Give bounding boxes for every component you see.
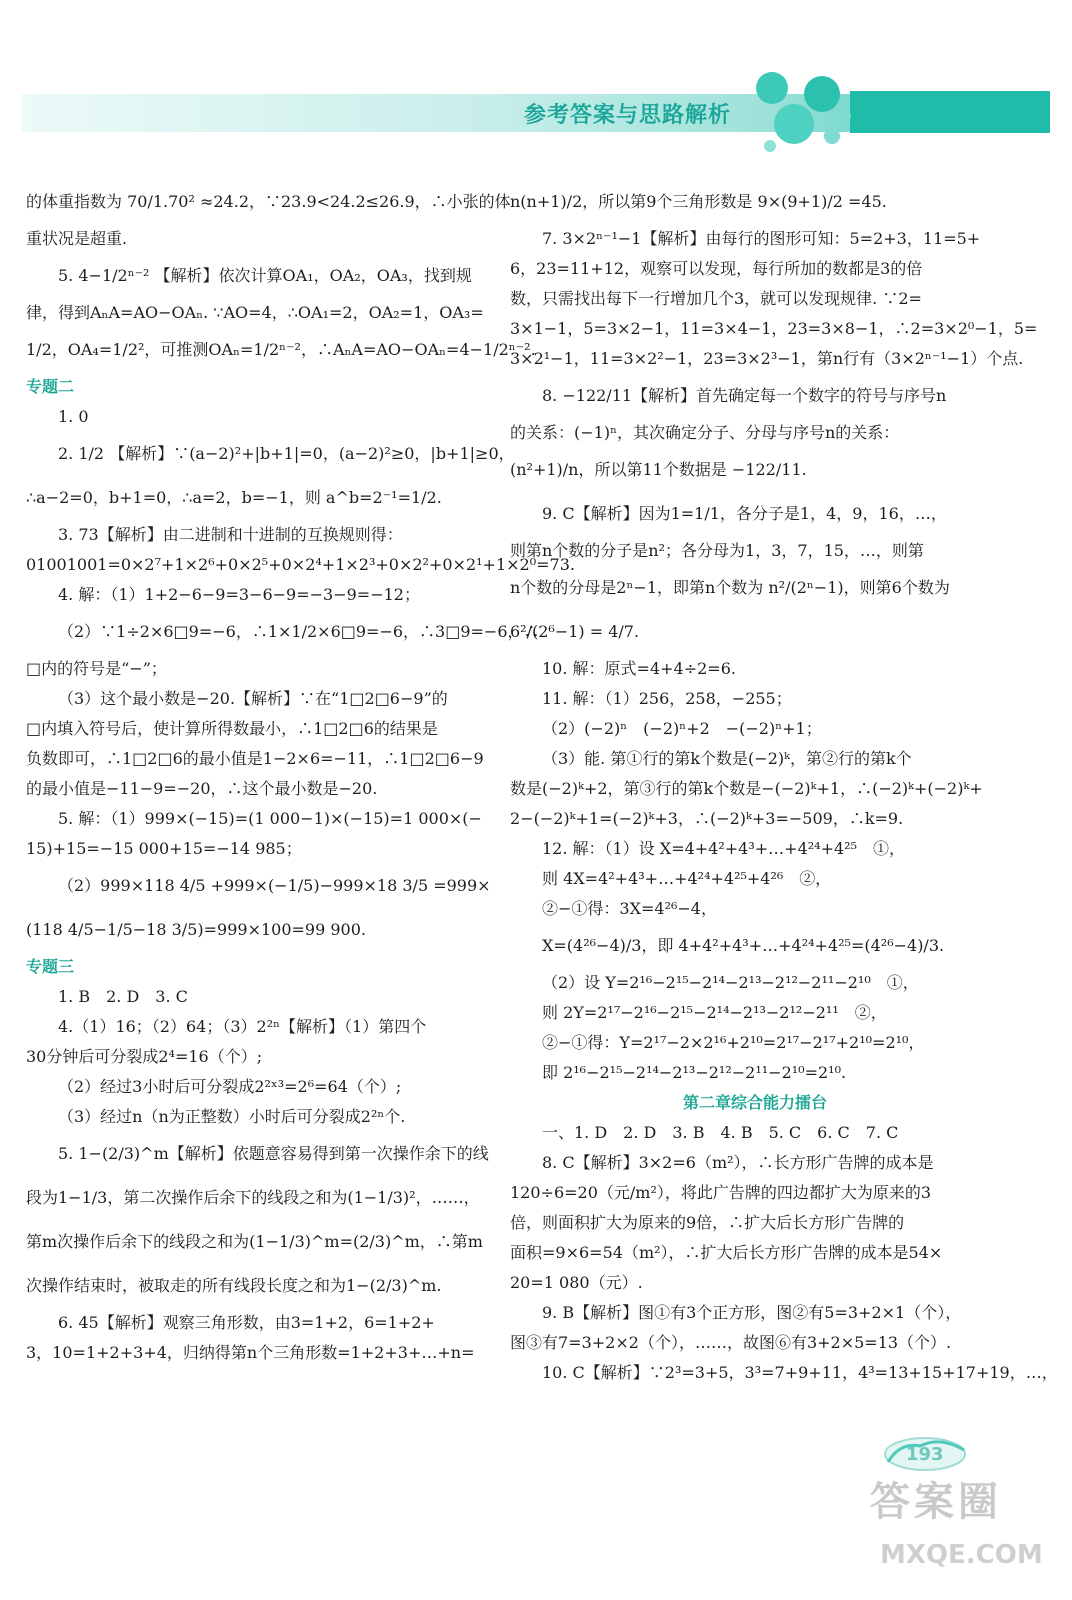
text-line: 次操作结束时，被取走的所有线段长度之和为1−(2/3)^m. <box>26 1276 442 1295</box>
text-line: ②−①得：3X=4²⁶−4， <box>542 899 717 918</box>
text-line: 倍，则面积扩大为原来的9倍，∴扩大后长方形广告牌的 <box>510 1213 905 1232</box>
header-accent-block <box>850 91 1050 133</box>
text-line: （2）经过3小时后可分裂成2²ˣ³=2⁶=64（个）; <box>58 1077 402 1096</box>
text-line: 9. B【解析】图①有3个正方形，图②有5=3+2×1（个）， <box>542 1303 962 1322</box>
text-line: 图③有7=3+2×2（个），……，故图⑥有3+2×5=13（个）. <box>510 1333 952 1352</box>
text-line: 15)+15=−15 000+15=−14 985； <box>26 839 302 858</box>
text-line: 11. 解：（1）256，258，−255； <box>542 689 792 708</box>
text-line: 6²/(2⁶−1) = 4/7. <box>510 622 640 641</box>
text-line: 则第n个数的分子是n²；各分母为1，3，7，15，…，则第 <box>510 541 924 560</box>
text-line: 1/2，OA₄=1/2²，可推测OAₙ=1/2ⁿ⁻²，∴AₙA=AO−OAₙ=4−1/2ⁿ⁻². <box>26 340 536 359</box>
text-line: 10. C【解析】∵2³=3+5，3³=7+9+11，4³=13+15+17+19，…， <box>542 1363 1058 1382</box>
text-line: 01001001=0×2⁷+1×2⁶+0×2⁵+0×2⁴+1×2³+0×2²+0×2¹+1×2⁰=73. <box>26 555 575 574</box>
text-line: 段为1−1/3，第二次操作后余下的线段之和为(1−1/3)²，……， <box>26 1188 480 1207</box>
text-line: （2）设 Y=2¹⁶−2¹⁵−2¹⁴−2¹³−2¹²−2¹¹−2¹⁰ ①， <box>542 973 919 992</box>
text-line: 4. 解：（1）1+2−6−9=3−6−9=−3−9=−12； <box>58 585 420 604</box>
text-line: □内填入符号后，使计算所得数最小，∴1□2□6的结果是 <box>26 719 438 738</box>
watermark-url: MXQE.COM <box>880 1540 1043 1570</box>
text-line: n个数的分母是2ⁿ−1，即第n个数为 n²/(2ⁿ−1)，则第6个数为 <box>510 578 950 597</box>
text-line: 重状况是超重. <box>26 229 128 248</box>
text-line: 3，10=1+2+3+4，归纳得第n个三角形数=1+2+3+…+n= <box>26 1343 475 1362</box>
text-line: （3）能. 第①行的第k个数是(−2)ᵏ，第②行的第k个 <box>542 749 912 768</box>
text-line: 4.（1）16；（2）64；（3）2²ⁿ【解析】（1）第四个 <box>58 1017 427 1036</box>
text-line: 负数即可，∴1□2□6的最小值是1−2×6=−11，∴1□2□6−9 <box>26 749 484 768</box>
text-line: 5. 4−1/2ⁿ⁻² 【解析】依次计算OA₁，OA₂，OA₃，找到规 <box>58 266 472 285</box>
text-line: ②−①得：Y=2¹⁷−2×2¹⁶+2¹⁰=2¹⁷−2¹⁷+2¹⁰=2¹⁰， <box>542 1033 925 1052</box>
text-line: （3）这个最小数是−20.【解析】∵在“1□2□6−9”的 <box>58 689 448 708</box>
text-line: （3）经过n（n为正整数）小时后可分裂成2²ⁿ个. <box>58 1107 406 1126</box>
text-line: 第m次操作后余下的线段之和为(1−1/3)^m=(2/3)^m，∴第m <box>26 1232 483 1251</box>
text-line: 律，得到AₙA=AO−OAₙ. ∵AO=4，∴OA₁=2，OA₂=1，OA₃= <box>26 303 484 322</box>
text-line: 6. 45【解析】观察三角形数，由3=1+2，6=1+2+ <box>58 1313 435 1332</box>
text-line: 5. 1−(2/3)^m【解析】依题意容易得到第一次操作余下的线 <box>58 1144 489 1163</box>
text-line: 5. 解：（1）999×(−15)=(1 000−1)×(−15)=1 000×(− <box>58 809 482 828</box>
text-line: 1. 0 <box>58 407 89 426</box>
text-line: （2）(−2)ⁿ (−2)ⁿ+2 −(−2)ⁿ+1； <box>542 719 822 738</box>
page-number: 193 <box>906 1444 944 1465</box>
text-line: 则 2Y=2¹⁷−2¹⁶−2¹⁵−2¹⁴−2¹³−2¹²−2¹¹ ②， <box>542 1003 887 1022</box>
text-line: 3×1−1，5=3×2−1，11=3×4−1，23=3×8−1，∴2=3×2⁰−1，5= <box>510 319 1038 338</box>
text-line: 1. B 2. D 3. C <box>58 987 188 1006</box>
text-line: 8. C【解析】3×2=6（m²），∴长方形广告牌的成本是 <box>542 1153 934 1172</box>
bubbles-decoration-icon <box>752 66 852 166</box>
text-line: 一、1. D 2. D 3. B 4. B 5. C 6. C 7. C <box>542 1123 899 1142</box>
text-line: 9. C【解析】因为1=1/1，各分子是1，4，9，16，…， <box>542 504 947 523</box>
chapter-heading: 第二章综合能力擂台 <box>682 1093 827 1112</box>
text-line: (n²+1)/n，所以第11个数据是 −122/11. <box>510 460 807 479</box>
watermark-logo: 答案圈 <box>870 1479 1002 1525</box>
header-title: 参考答案与思路解析 <box>524 103 732 128</box>
text-line: 数，只需找出每下一行增加几个3，就可以发现规律. ∵2= <box>510 289 922 308</box>
text-line: 2−(−2)ᵏ+1=(−2)ᵏ+3，∴(−2)ᵏ+3=−509，∴k=9. <box>510 809 904 828</box>
text-line: 3. 73【解析】由二进制和十进制的互换规则得： <box>58 525 403 544</box>
text-line: 则 4X=4²+4³+…+4²⁴+4²⁵+4²⁶ ②， <box>542 869 832 888</box>
text-line: 7. 3×2ⁿ⁻¹−1【解析】由每行的图形可知：5=2+3，11=5+ <box>542 229 981 248</box>
text-line: 的最小值是−11−9=−20，∴这个最小数是−20. <box>26 779 378 798</box>
text-line: (118 4/5−1/5−18 3/5)=999×100=99 900. <box>26 920 366 939</box>
text-line: 面积=9×6=54（m²），∴扩大后长方形广告牌的成本是54× <box>510 1243 943 1262</box>
text-line: 的关系：(−1)ⁿ，其次确定分子、分母与序号n的关系： <box>510 423 900 442</box>
text-line: n(n+1)/2，所以第9个三角形数是 9×(9+1)/2 =45. <box>510 192 887 211</box>
text-line: 即 2¹⁶−2¹⁵−2¹⁴−2¹³−2¹²−2¹¹−2¹⁰=2¹⁰. <box>542 1063 847 1082</box>
text-line: 30分钟后可分裂成2⁴=16（个）; <box>26 1047 263 1066</box>
text-line: 3×2¹−1，11=3×2²−1，23=3×2³−1，第n行有（3×2ⁿ⁻¹−1）个点. <box>510 349 1024 368</box>
text-line: □内的符号是“−”； <box>26 659 167 678</box>
section-heading: 专题三 <box>26 957 75 976</box>
text-line: 8. −122/11【解析】首先确定每一个数字的符号与序号n <box>542 386 947 405</box>
text-line: 10. 解：原式=4+4÷2=6. <box>542 659 736 678</box>
text-line: 数是(−2)ᵏ+2，第③行的第k个数是−(−2)ᵏ+1，∴(−2)ᵏ+(−2)ᵏ+ <box>510 779 983 798</box>
text-line: （2）∵1÷2×6□9=−6，∴1×1/2×6□9=−6，∴3□9=−6，∴ <box>58 622 540 641</box>
text-line: 2. 1/2 【解析】∵(a−2)²+|b+1|=0，(a−2)²≥0，|b+1|≥0， <box>58 444 515 463</box>
text-line: 的体重指数为 70/1.70² ≈24.2，∵23.9<24.2≤26.9，∴小张的体 <box>26 192 511 211</box>
text-line: 20=1 080（元）. <box>510 1273 643 1292</box>
section-heading: 专题二 <box>26 377 75 396</box>
text-line: X=(4²⁶−4)/3，即 4+4²+4³+…+4²⁴+4²⁵=(4²⁶−4)/3. <box>542 936 945 955</box>
text-line: 6，23=11+12，观察可以发现，每行所加的数都是3的倍 <box>510 259 923 278</box>
right-column <box>510 180 1058 1388</box>
text-line: 12. 解：（1）设 X=4+4²+4³+…+4²⁴+4²⁵ ①， <box>542 839 906 858</box>
text-line: 120÷6=20（元/m²），将此广告牌的四边都扩大为原来的3 <box>510 1183 932 1202</box>
text-line: （2）999×118 4/5 +999×(−1/5)−999×18 3/5 =999× <box>58 876 491 895</box>
text-line: ∴a−2=0，b+1=0，∴a=2，b=−1，则 a^b=2⁻¹=1/2. <box>26 488 442 507</box>
